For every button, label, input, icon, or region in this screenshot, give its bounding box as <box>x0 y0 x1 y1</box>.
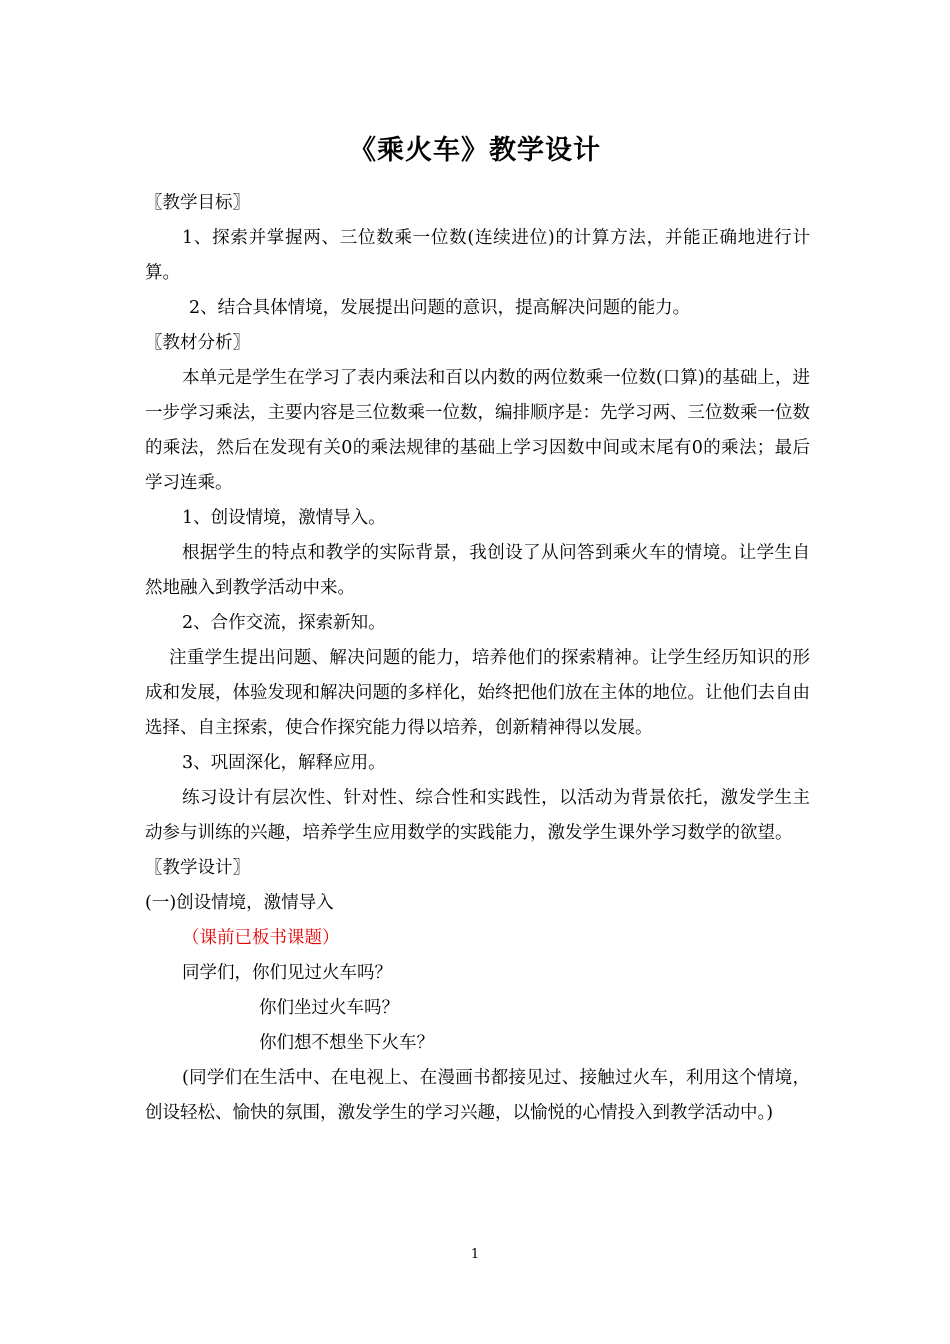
teacher-question-3: 你们想不想坐下火车？ <box>259 1033 434 1053</box>
analysis-item-2: 2、合作交流，探索新知。 <box>182 613 386 633</box>
section-heading-goals: 〖教学目标〗 <box>145 193 250 213</box>
board-note: （课前已板书课题） <box>182 928 340 948</box>
page-number: 1 <box>470 1247 480 1262</box>
teacher-question-2: 你们坐过火车吗？ <box>259 998 399 1018</box>
section-heading-analysis: 〖教材分析〗 <box>145 333 250 353</box>
design-step-1: (一)创设情境，激情导入 <box>145 893 334 913</box>
goal-item-1: 1、探索并掌握两、三位数乘一位数(连续进位)的计算方法，并能正确地进行计算。 <box>145 228 810 283</box>
section-heading-design: 〖教学设计〗 <box>145 858 250 878</box>
analysis-item-1-text: 根据学生的特点和教学的实际背景，我创设了从问答到乘火车的情境。让学生自然地融入到教学活动中来。 <box>145 543 810 598</box>
analysis-paragraph: 本单元是学生在学习了表内乘法和百以内数的两位数乘一位数(口算)的基础上，进一步学习乘法，主要内容是三位数乘一位数，编排顺序是：先学习两、三位数乘一位数的乘法，然后在发现有关0的乘法规律的基础上学习因数中间或末尾有0的乘法；最后学习连乘。 <box>145 368 810 493</box>
goal-item-2: 2、结合具体情境，发展提出问题的意识，提高解决问题的能力。 <box>189 298 691 318</box>
analysis-item-3: 3、巩固深化，解释应用。 <box>182 753 386 773</box>
analysis-item-1: 1、创设情境，激情导入。 <box>182 508 386 528</box>
analysis-item-2-text: 注重学生提出问题、解决问题的能力，培养他们的探索精神。让学生经历知识的形成和发展，体验发现和解决问题的多样化，始终把他们放在主体的地位。让他们去自由选择、自主探索，使合作探究能力得以培养，创新精神得以发展。 <box>145 648 810 738</box>
design-note: (同学们在生活中、在电视上、在漫画书都接见过、接触过火车，利用这个情境，创设轻松、愉快的氛围，激发学生的学习兴趣，以愉悦的心情投入到教学活动中。) <box>145 1068 810 1123</box>
doc-title: 《乘火车》教学设计 <box>349 135 601 166</box>
analysis-item-3-text: 练习设计有层次性、针对性、综合性和实践性，以活动为背景依托，激发学生主动参与训练的兴趣，培养学生应用数学的实践能力，激发学生课外学习数学的欲望。 <box>145 788 810 843</box>
doc-body <box>145 186 810 1131</box>
teacher-question-1: 同学们，你们见过火车吗？ <box>182 963 392 983</box>
